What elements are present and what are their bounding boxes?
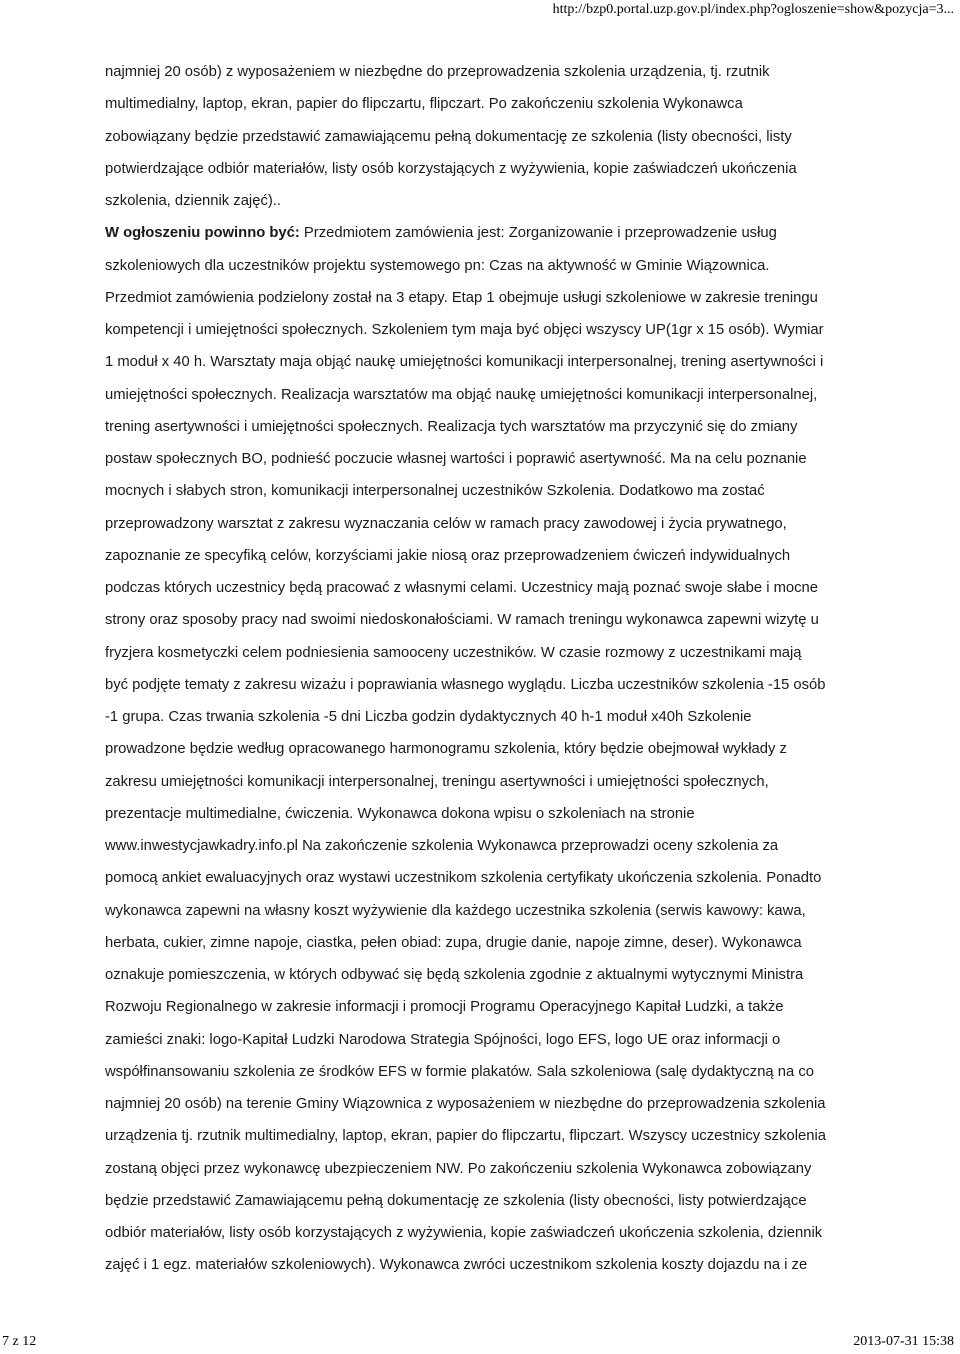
page-header-url: http://bzp0.portal.uzp.gov.pl/index.php?ogloszenie=show&pozycja=3... xyxy=(552,2,954,17)
text-line: strony oraz sposoby pracy nad swoimi niedoskonałościami. W ramach treningu wykonawca zapewni wizytę u xyxy=(105,612,819,629)
text-line: współfinansowaniu szkolenia ze środków EFS w formie plakatów. Sala szkoleniowa (salę dydaktyczną na co xyxy=(105,1063,814,1080)
text-line: najmniej 20 osób) na terenie Gminy Wiązownica z wyposażeniem w niezbędne do przeprowadzenia szkolenia xyxy=(105,1096,826,1112)
text-line: Przedmiot zamówienia podzielony został na 3 etapy. Etap 1 obejmuje usługi szkoleniowe w zakresie treningu xyxy=(105,289,818,306)
text-line: wykonawca zapewni na własny koszt wyżywienie dla każdego uczestnika szkolenia (serwis kawowy: kawa, xyxy=(105,902,806,919)
text-line: multimedialny, laptop, ekran, papier do flipczartu, flipczart. Po zakończeniu szkolenia Wykonawca xyxy=(105,96,743,113)
text-line: Rozwoju Regionalnego w zakresie informacji i promocji Programu Operacyjnego Kapitał Ludzki, a także xyxy=(105,999,784,1016)
text-line: www.inwestycjawkadry.info.pl Na zakończenie szkolenia Wykonawca przeprowadzi oceny szkolenia za xyxy=(105,838,779,854)
text-line: najmniej 20 osób) z wyposażeniem w niezbędne do przeprowadzenia szkolenia urządzenia, tj. rzutnik xyxy=(105,64,770,80)
text-line: fryzjera kosmetyczki celem podniesienia samooceny uczestników. W czasie rozmowy z uczestnikami mają xyxy=(105,644,802,661)
text-line: podczas których uczestnicy będą pracować z własnymi celami. Uczestnicy mają poznać swoje słabe i mocne xyxy=(105,580,819,596)
text-line: szkolenia, dziennik zajęć).. xyxy=(105,193,282,209)
text-line: zapoznanie ze specyfiką celów, korzyściami jakie niosą oraz przeprowadzeniem ćwiczeń indywidualnych xyxy=(105,547,791,564)
page-number: 7 z 12 xyxy=(2,1334,37,1349)
text-line: mocnych i słabych stron, komunikacji interpersonalnej uczestników Szkolenia. Dodatkowo ma zostać xyxy=(105,483,765,500)
text-line: prowadzone będzie według opracowanego harmonogramu szkolenia, który będzie obejmował wykłady z xyxy=(105,741,787,758)
text-line: zamieści znaki: logo-Kapitał Ludzki Narodowa Strategia Spójności, logo EFS, logo UE oraz informacji o xyxy=(105,1031,781,1048)
text-line: odbiór materiałów, listy osób korzystających z wyżywienia, kopie zaświadczeń ukończenia szkolenia, dziennik xyxy=(105,1225,823,1241)
text-line: pomocą ankiet ewaluacyjnych oraz wystawi uczestnikom szkolenia certyfikaty ukończenia szkolenia. Ponadto xyxy=(105,870,822,887)
text-line: -1 grupa. Czas trwania szkolenia -5 dni Liczba godzin dydaktycznych 40 h-1 moduł x40h Szkolenie xyxy=(105,709,752,725)
text-line: potwierdzające odbiór materiałów, listy osób korzystających z wyżywienia, kopie zaświadczeń ukończenia xyxy=(105,160,797,177)
text-line: herbata, cukier, zimne napoje, ciastka, pełen obiad: zupa, drugie danie, napoje zimne, deser). Wykonawca xyxy=(105,934,802,951)
text-line: oznakuje pomieszczenia, w których odbywać się będą szkolenia zgodnie z aktualnymi wytycznymi Ministra xyxy=(105,967,804,983)
text-line: postaw społecznych BO, podnieść poczucie własnej wartości i poprawić asertywność. Ma na celu poznanie xyxy=(105,451,807,467)
text-line: być podjęte tematy z zakresu wizażu i poprawiania własnego wyglądu. Liczba uczestników szkolenia -15 osób xyxy=(105,676,826,693)
announcement-text xyxy=(105,56,905,1282)
text-line: zostaną objęci przez wykonawcę ubezpieczeniem NW. Po zakończeniu szkolenia Wykonawca zobowiązany xyxy=(105,1160,812,1177)
text-line: umiejętności społecznych. Realizacja warsztatów ma objąć naukę umiejętności komunikacji interpersonalnej, xyxy=(105,386,818,403)
text-line: 1 moduł x 40 h. Warsztaty maja objąć naukę umiejętności komunikacji interpersonalnej, trening asertywności i xyxy=(105,354,824,371)
text-line: zobowiązany będzie przedstawić zamawiającemu pełną dokumentację ze szkolenia (listy obecności, listy xyxy=(105,128,792,145)
section-label: W ogłoszeniu powinno być: xyxy=(105,225,300,242)
text-line: prezentacje multimedialne, ćwiczenia. Wykonawca dokona wpisu o szkoleniach na stronie xyxy=(105,805,695,822)
text-line: szkoleniowych dla uczestników projektu systemowego pn: Czas na aktywność w Gminie Wiązownica. xyxy=(105,257,770,274)
text-line: kompetencji i umiejętności społecznych. Szkoleniem tym maja być objęci wszyscy UP(1gr x 15 osób). Wymiar xyxy=(105,322,824,338)
section-intro: Przedmiotem zamówienia jest: Zorganizowanie i przeprowadzenie usług xyxy=(299,225,777,242)
text-line: przeprowadzony warsztat z zakresu wyznaczania celów w ramach pracy zawodowej i życia prywatnego, xyxy=(105,515,787,532)
section-heading-line xyxy=(105,217,905,249)
print-datetime: 2013-07-31 15:38 xyxy=(853,1334,954,1349)
text-line: zajęć i 1 egz. materiałów szkoleniowych). Wykonawca zwróci uczestnikom szkolenia koszty dojazdu na i ze xyxy=(105,1257,808,1274)
text-line: zakresu umiejętności komunikacji interpersonalnej, treningu asertywności i umiejętności społecznych, xyxy=(105,773,769,790)
text-line: trening asertywności i umiejętności społecznych. Realizacja tych warsztatów ma przyczynić się do zmiany xyxy=(105,418,798,435)
text-line: będzie przedstawić Zamawiającemu pełną dokumentację ze szkolenia (listy obecności, listy potwierdzające xyxy=(105,1192,807,1209)
text-line: urządzenia tj. rzutnik multimedialny, laptop, ekran, papier do flipczartu, flipczart. Wszyscy uczestnicy szkolenia xyxy=(105,1128,826,1145)
